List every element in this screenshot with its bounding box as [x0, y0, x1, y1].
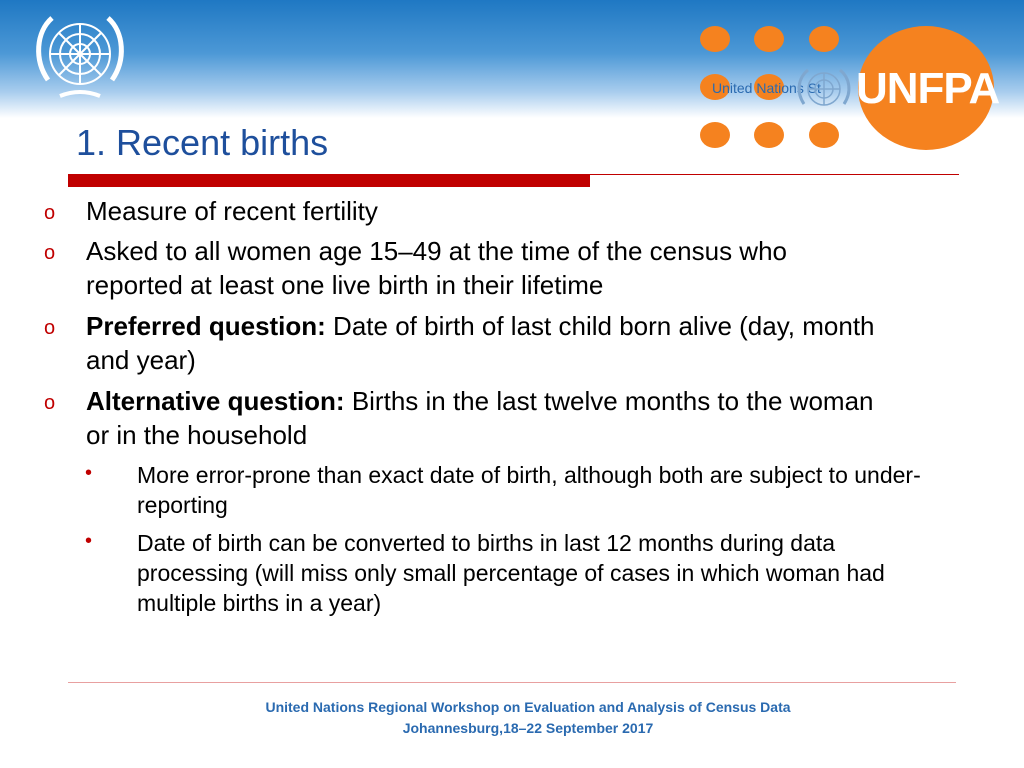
orange-dot-icon	[809, 26, 839, 52]
bullet-bold-label: Alternative question:	[86, 386, 345, 416]
slide-title: 1. Recent births	[76, 122, 329, 163]
orange-dot-icon	[700, 26, 730, 52]
bullet-marker: o	[44, 317, 56, 339]
orange-dot-icon	[754, 122, 784, 148]
footer-location-date: Johannesburg,18–22 September 2017	[402, 720, 654, 736]
sub-bullet-text: More error-prone than exact date of birth, although both are subject to under-reporting	[137, 462, 921, 518]
bullet-marker: o	[44, 242, 56, 264]
un-emblem-icon	[30, 10, 130, 106]
bullet-bold-label: Preferred question:	[86, 311, 326, 341]
unfpa-partner-text: United Nations St	[712, 80, 821, 96]
unfpa-logo	[690, 22, 1010, 162]
sub-bullet-text: Date of birth can be converted to births in last 12 months during data processing (will miss only small percentage of cases in which woman had multiple births in a year)	[137, 530, 885, 616]
title-rule-accent	[68, 174, 590, 187]
bullet-text: Measure of recent fertility	[86, 196, 378, 226]
bullet-marker: o	[44, 392, 56, 414]
bullet-item	[44, 194, 946, 228]
footer-workshop: United Nations Regional Workshop on Evaluation and Analysis of Census Data	[265, 699, 791, 715]
bullet-item	[44, 309, 886, 377]
sub-bullet-item	[85, 460, 947, 520]
orange-dot-icon	[809, 122, 839, 148]
footer-rule	[68, 682, 956, 683]
bullet-text: Asked to all women age 15–49 at the time of the census who reported at least one live birth in their lifetime	[86, 236, 787, 300]
bullet-text: Births in the last twelve months to the woman or in the household	[86, 386, 874, 450]
sub-bullet-marker: •	[85, 462, 93, 484]
orange-dot-icon	[700, 122, 730, 148]
bullet-item	[44, 234, 886, 302]
bullet-text: Date of birth of last child born alive (day, month and year)	[86, 311, 875, 375]
sub-bullet-marker: •	[85, 530, 93, 552]
orange-dot-icon	[754, 26, 784, 52]
sub-bullet-item	[85, 528, 927, 618]
un-mini-emblem-icon	[796, 66, 852, 112]
bullet-marker: o	[44, 202, 56, 224]
bullet-item	[44, 384, 886, 452]
unfpa-logo-text: UNFPA	[856, 64, 1000, 113]
